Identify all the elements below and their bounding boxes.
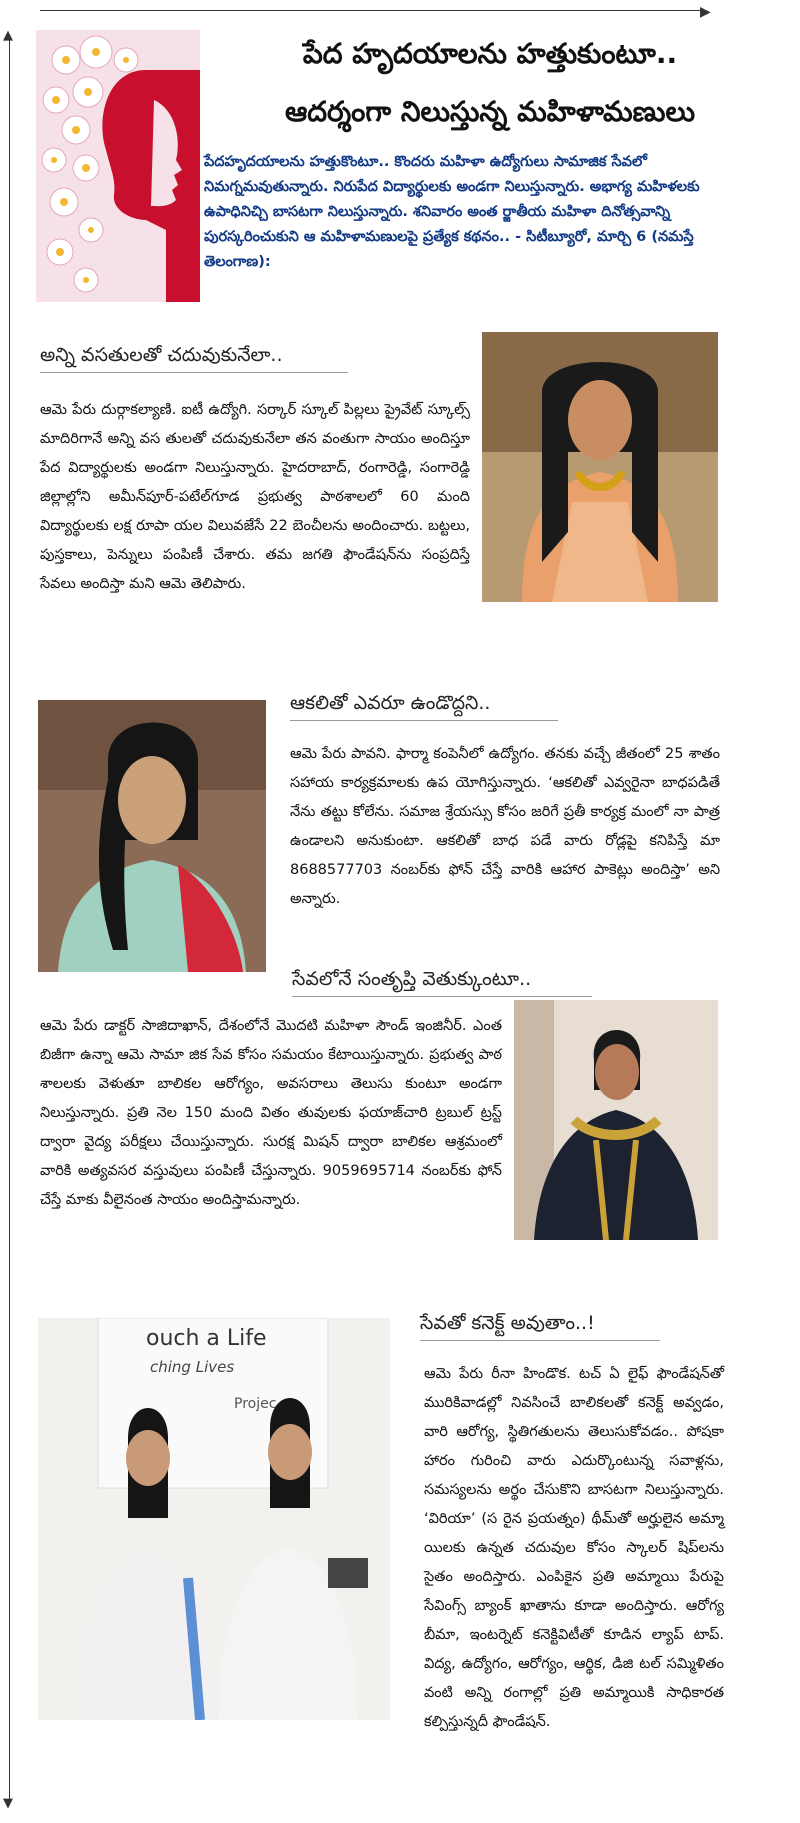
top-rule xyxy=(40,10,700,11)
section-2-body: ఆమె పేరు పావని. ఫార్మా కంపెనీలో ఉద్యోగం. తనకు వచ్చే జీతంలో 25 శాతం సహాయ కార్యక్రమాలకు ఉప యోగిస్తున్నారు. ‘ఆకలితో ఎవ్వరైనా బాధపడితే నేను తట్టు కోలేను. సమాజ శ్రేయస్సు కోసం జరిగే ప్రతీ కార్యక్ర మంలో నా పాత్ర ఉండాలని అనుకుంటా. ఆకలితో బాధ పడే వారు రోడ్లపై కనిపిస్తే మా 8688577703 నంబర్‌కు ఫోన్ చేస్తే వారికి ఆహార పాకెట్లు అందిస్తా’ అని అన్నారు. xyxy=(290,746,720,907)
down-arrow-icon: ▼ xyxy=(3,1796,13,1811)
section-1-heading: అన్ని వసతులతో చదువుకునేలా.. xyxy=(40,342,348,373)
left-rule xyxy=(9,40,10,1800)
lead-paragraph: పేదహృదయాలను హత్తుకొంటూ.. కొందరు మహిళా ఉద్యోగులు సామాజిక సేవలో నిమగ్నమవుతున్నారు. నిరుపేద విద్యార్థులకు అండగా నిలుస్తున్నారు. అభాగ్య మహిళలకు ఉపాధినిచ్చి బాసటగా నిలుస్తున్నారు. శనివారం అంత ర్జాతీయ మహిళా దినోత్సవాన్ని పురస్కరించుకుని ఆ మహిళామణులపై ప్రత్యేక కథనం.. - సిటీబ్యూరో, మార్చి 6 (నమస్తే తెలంగాణ): xyxy=(204,154,700,270)
section-2-heading: ఆకలితో ఎవరూ ఉండొద్దని.. xyxy=(290,690,558,721)
photo-durga-kalyani xyxy=(482,332,718,602)
section-4-body: ఆమె పేరు రీనా హిండొక. టచ్ ఏ లైఫ్ ఫౌండేషన్‌తో మురికివాడల్లో నివసించే బాలికలతో కనెక్ట్ అవ్వడం, వారి ఆరోగ్య, స్థితిగతులను తెలుసుకోవడం.. పోషకా హారం గురించి వారు ఎదుర్కొంటున్న సవాళ్లను, సమస్యలను అర్థం చేసుకొని బాసటగా నిలుస్తున్నారు. ‘విరియా’ (స రైన ప్రయత్నం) థీమ్‌తో అర్హులైన అమ్మా యిలకు ఉన్నత చదువుల కోసం స్కాలర్ షిప్‌లను సైతం అందిస్తారు. ఎంపికైన ప్రతి అమ్మాయి పేరుపై సేవింగ్స్ బ్యాంక్ ఖాతాను కూడా అందిస్తారు. ఆరోగ్య బీమా, ఇంటర్నెట్ కనెక్టివిటీతో కూడిన ల్యాప్ టాప్. విద్య, ఉద్యోగం, ఆరోగ్యం, ఆర్థిక, డిజి టల్ సమ్మిళితం వంటి అన్ని రంగాల్లో ప్రతి అమ్మాయికి సాధికారత కల్పిస్తున్నదీ ఫౌండేషన్. xyxy=(424,1366,724,1730)
photo-pavani xyxy=(38,700,266,972)
section-3-body: ఆమె పేరు డాక్టర్ సాజిదాఖాన్, దేశంలోనే మొదటి మహిళా సౌండ్ ఇంజినీర్. ఎంత బిజీగా ఉన్నా ఆమె సామా జిక సేవ కోసం సమయం కేటాయిస్తున్నారు. ప్రభుత్వ పాఠ శాలలకు వెళుతూ బాలికల ఆరోగ్యం, అవసరాలు తెలుసు కుంటూ అండగా నిలుస్తున్నారు. ప్రతి నెల 150 మంది వితం తువులకు ఫయాజ్‌చారి ట్రబుల్ ట్రస్ట్ ద్వారా వైద్య పరీక్షలు చేయిస్తున్నారు. సురక్ష మిషన్ ద్వారా బాలికల ఆశ్రమంలో వారికి అత్యవసర వస్తువులు పంపిణీ చేస్తున్నారు. 9059695714 నంబర్‌కు ఫోన్ చేస్తే మాకు వీలైనంత సాయం అందిస్తామన్నారు. xyxy=(40,1018,502,1208)
section-1-body: ఆమె పేరు దుర్గాకల్యాణి. ఐటీ ఉద్యోగి. సర్కార్ స్కూల్ పిల్లలు ప్రైవేట్ స్కూల్స్ మాదిరిగానే అన్ని వస తులతో చదువుకునేలా తన వంతుగా సాయం అందిస్తూ పేద విద్యార్థులకు అండగా నిలుస్తున్నారు. హైదరాబాద్, రంగారెడ్డి, సంగారెడ్డి జిల్లాల్లోని అమీన్‌పూర్-పటేల్‌గూడ ప్రభుత్వ పాఠశాలలో 60 మంది విద్యార్థులకు లక్ష రూపా యల విలువజేసే 22 బెంచీలను అందించారు. బట్టలు, పుస్తకాలు, పెన్నులు పంపిణీ చేశారు. తమ జగతి ఫౌండేషన్‌ను సంప్రదిస్తే సేవలు అందిస్తా మని ఆమె తెలిపారు. xyxy=(40,402,470,592)
banner-text-line-3: Projec xyxy=(234,1396,277,1412)
banner-text-line-2: ching Lives xyxy=(150,1358,235,1376)
section-3-heading: సేవలోనే సంతృప్తి వెతుక్కుంటూ.. xyxy=(292,966,592,997)
right-arrow-icon: ▶ xyxy=(700,4,711,20)
women-silhouette-illustration xyxy=(36,30,200,302)
section-4-heading: సేవతో కనెక్ట్ అవుతాం..! xyxy=(420,1310,660,1341)
up-arrow-icon: ▲ xyxy=(3,28,13,43)
photo-sajida-khan xyxy=(514,1000,718,1240)
banner-text-line-1: ouch a Life xyxy=(146,1326,267,1351)
headline-line-2: ఆదర్శంగా నిలుస్తున్న మహిళామణులు xyxy=(284,95,696,128)
headline-line-1: పేద హృదయాలను హత్తుకుంటూ.. xyxy=(302,37,678,70)
photo-reena-hindoka xyxy=(38,1318,390,1720)
